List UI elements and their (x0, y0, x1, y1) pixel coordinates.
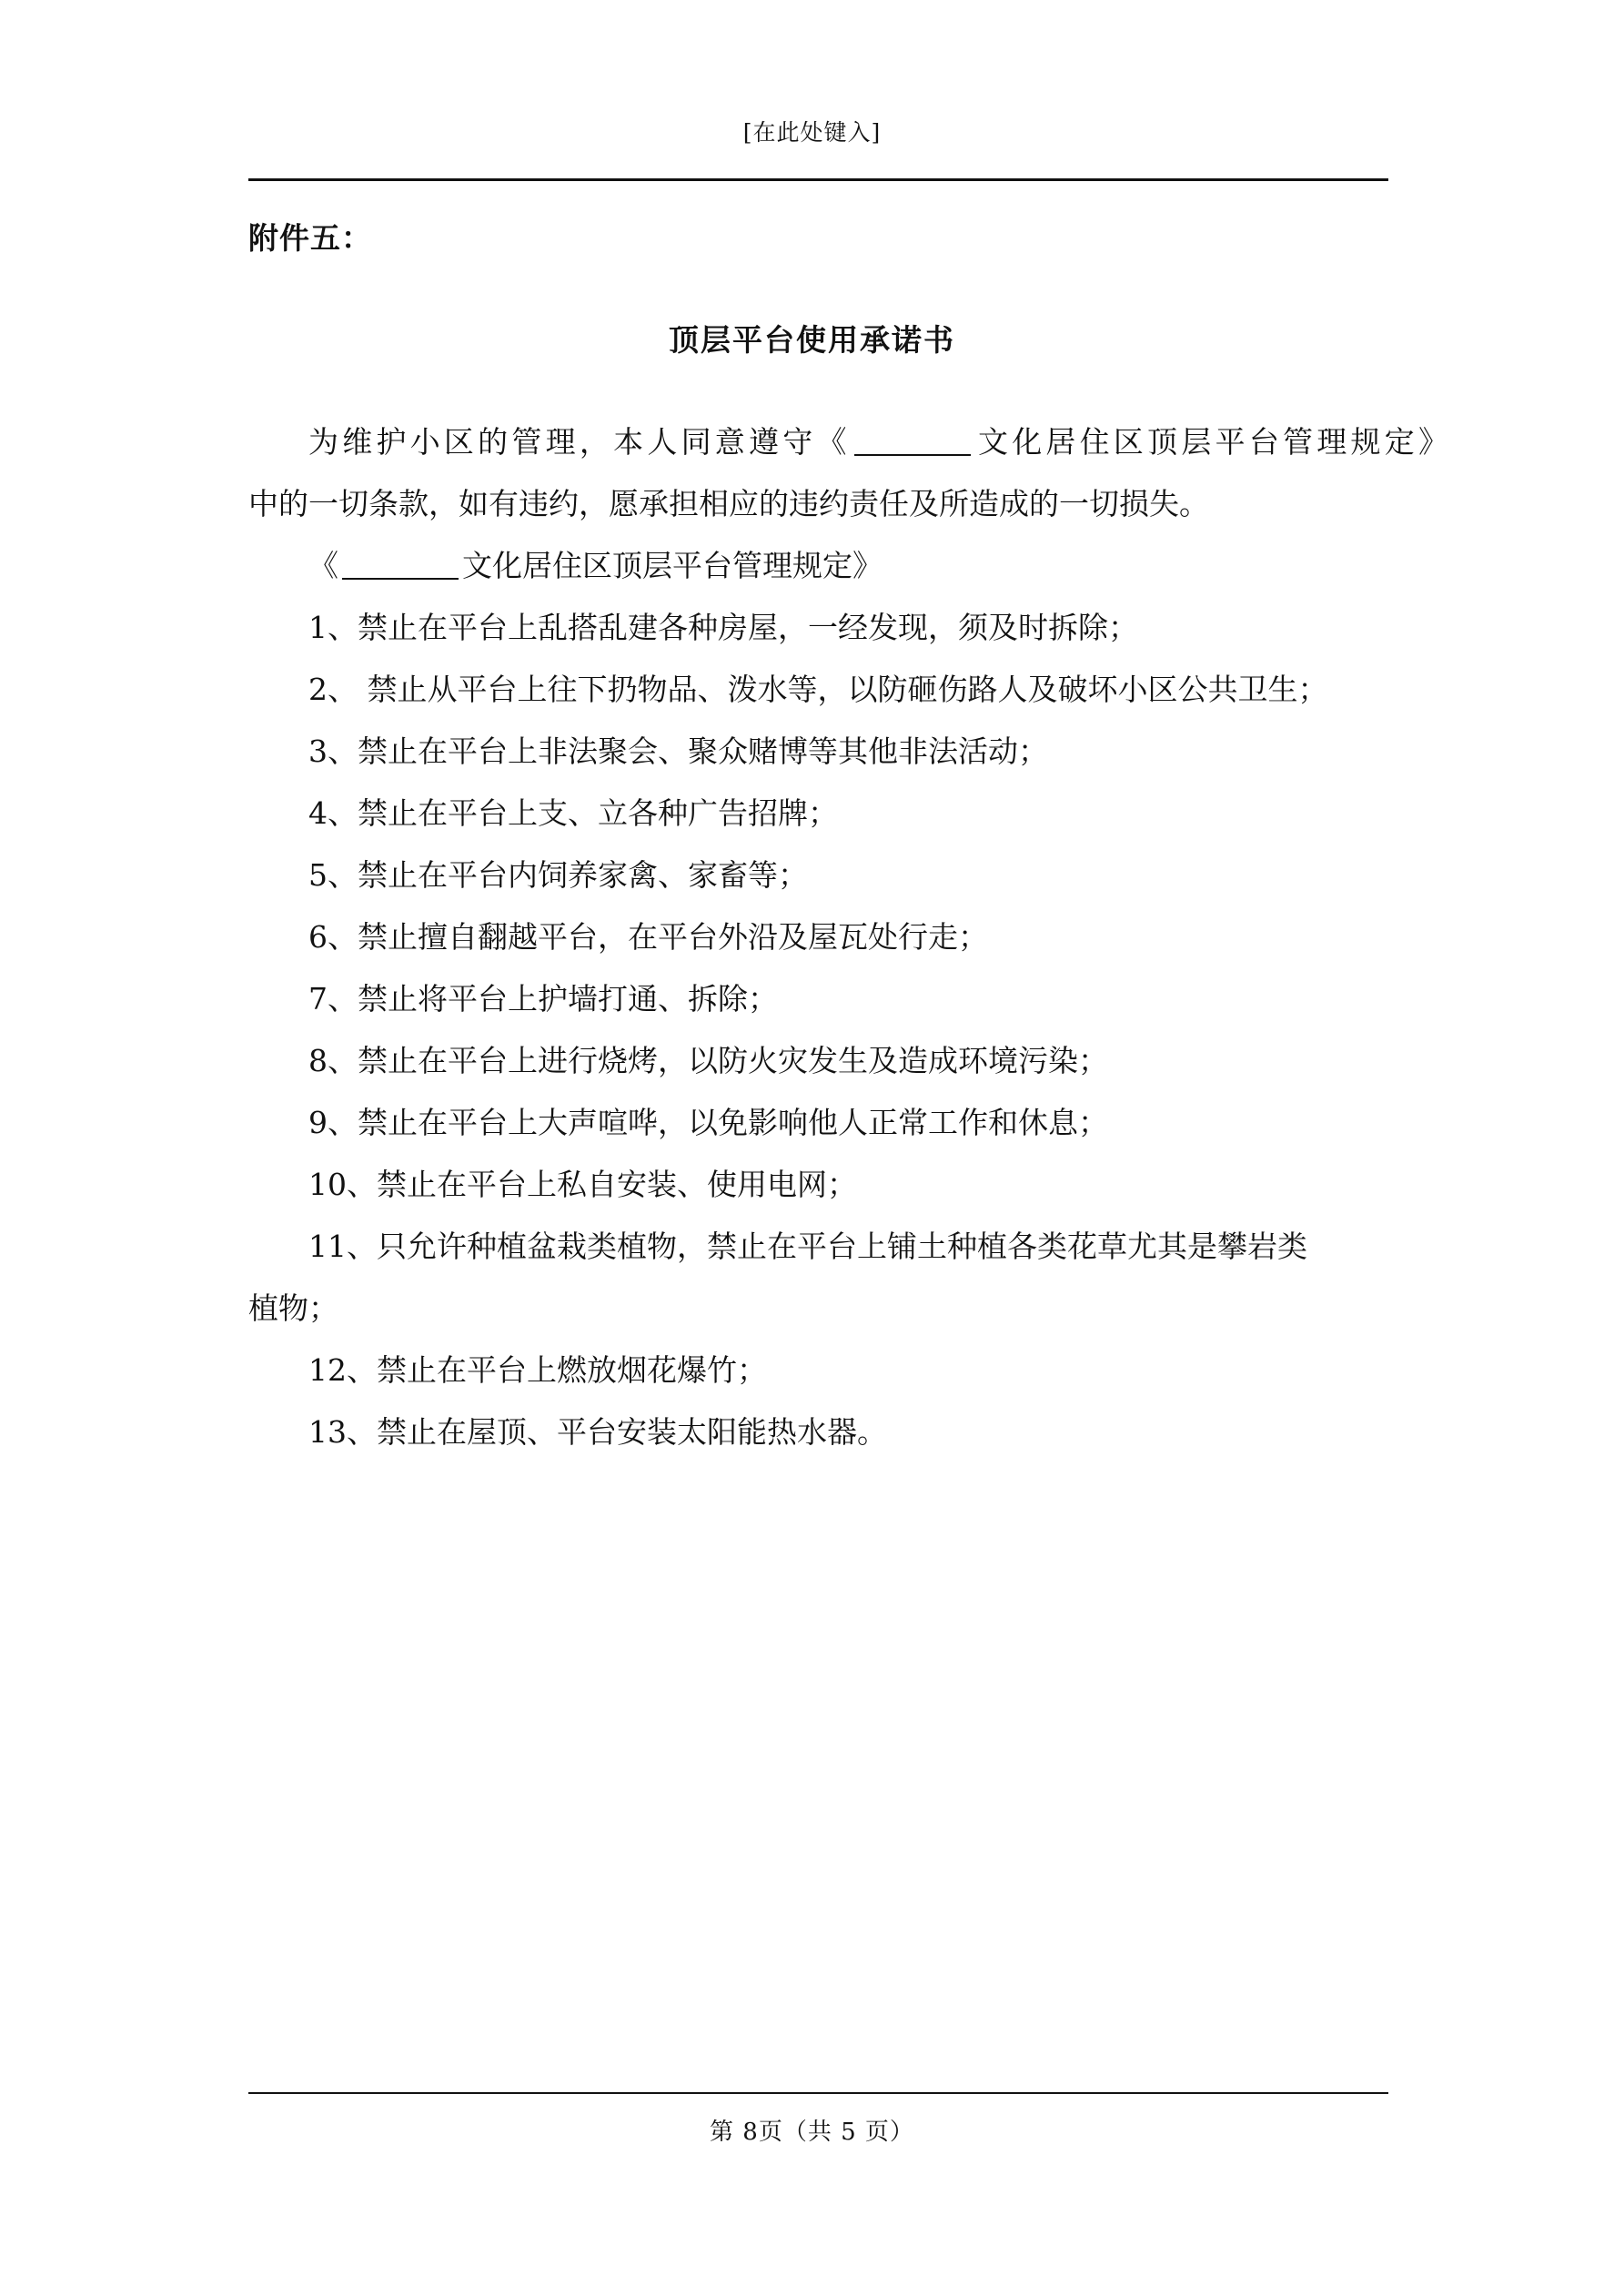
rule-item: 6、禁止擅自翻越平台，在平台外沿及屋瓦处行走； (308, 919, 988, 955)
rule-item: 3、禁止在平台上非法聚会、聚众赌博等其他非法活动； (308, 733, 1048, 769)
footer-divider (248, 2092, 1388, 2094)
rule-item: 2、 禁止从平台上往下扔物品、泼水等，以防砸伤路人及破坏小区公共卫生； (308, 672, 1328, 707)
rule-item: 5、禁止在平台内饲养家禽、家畜等； (308, 857, 808, 893)
annex-label: 附件五： (248, 220, 372, 256)
rule-item: 4、禁止在平台上支、立各种广告招牌； (308, 795, 838, 831)
commitment-text-start: 为维护小区的管理，本人同意遵守《 (308, 424, 851, 460)
commitment-text-end: 文化居住区顶层平台管理规定》 (973, 424, 1449, 460)
commitment-line-1 (248, 421, 1448, 463)
rules-heading (248, 545, 1448, 587)
rule-item: 13、禁止在屋顶、平台安装太阳能热水器。 (308, 1414, 887, 1450)
name-blank (854, 427, 971, 456)
rules-heading-open: 《 (308, 548, 338, 583)
rule-item: 9、禁止在平台上大声喧哗，以免影响他人正常工作和休息； (308, 1105, 1108, 1140)
rule-item: 1、禁止在平台上乱搭乱建各种房屋，一经发现，须及时拆除； (308, 610, 1138, 645)
header-divider (248, 178, 1388, 181)
rules-name-blank (342, 551, 459, 580)
rule-item: 10、禁止在平台上私自安装、使用电网； (308, 1167, 857, 1202)
page-header: [在此处键入] (742, 119, 882, 146)
document-title: 顶层平台使用承诺书 (669, 322, 955, 358)
rule-item: 8、禁止在平台上进行烧烤，以防火灾发生及造成环境污染； (308, 1043, 1108, 1078)
page-number: 第 8页（共 5 页） (710, 2119, 914, 2146)
commitment-line-2: 中的一切条款，如有违约，愿承担相应的违约责任及所造成的一切损失。 (248, 486, 1209, 521)
rule-item: 11、只允许种植盆栽类植物，禁止在平台上铺土种植各类花草尤其是攀岩类 (308, 1229, 1307, 1264)
rules-heading-text: 文化居住区顶层平台管理规定》 (462, 548, 883, 583)
rule-item: 7、禁止将平台上护墙打通、拆除； (308, 981, 778, 1017)
rule-item: 12、禁止在平台上燃放烟花爆竹； (308, 1352, 767, 1388)
rule-item-continuation: 植物； (248, 1290, 338, 1326)
